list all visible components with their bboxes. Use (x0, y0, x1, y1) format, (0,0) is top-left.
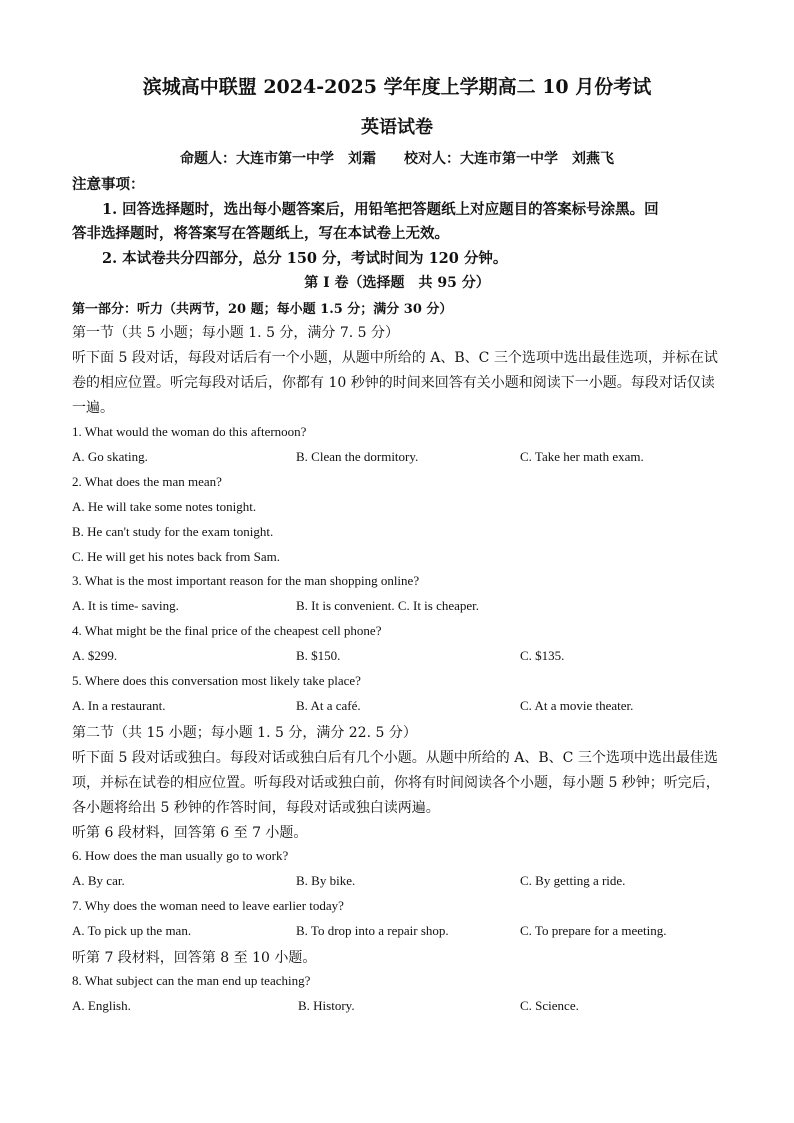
question-6-option-b: B. By bike. (296, 873, 356, 888)
subject-title: 英语试卷 (361, 117, 433, 138)
question-4-option-c: C. $135. (520, 648, 565, 663)
section1-instructions-line2: 卷的相应位置。听完每段对话后，你都有 10 秒钟的时间来回答有关小题和阅读下一小题。每段对话仅读 (72, 375, 715, 391)
section1-heading: 第一节（共 5 小题；每小题 1. 5 分，满分 7. 5 分） (72, 325, 400, 341)
question-2-option-a: A. He will take some notes tonight. (72, 499, 257, 514)
question-2-option-c: C. He will get his notes back from Sam. (72, 549, 280, 564)
question-8-option-c: C. Science. (520, 998, 579, 1013)
section2-heading: 第二节（共 15 小题；每小题 1. 5 分，满分 22. 5 分） (72, 725, 417, 741)
exam-title: 滨城高中联盟 2024-2025 学年度上学期高二 10 月份考试 (142, 76, 652, 98)
question-5-stem: 5. Where does this conversation most likely take place? (72, 673, 361, 688)
note-item-1-line2: 答非选择题时，将答案写在答题纸上，写在本试卷上无效。 (72, 225, 449, 242)
section2-instructions-line1: 听下面 5 段对话或独白。每段对话或独白后有几个小题。从题中所给的 A、B、C 三个选项中选出最佳选 (72, 750, 718, 766)
question-5-option-a: A. In a restaurant. (72, 698, 166, 713)
question-1-option-c: C. Take her math exam. (520, 449, 644, 464)
volume-heading: 第 I 卷（选择题 共 95 分） (304, 275, 490, 291)
question-8-option-a: A. English. (72, 998, 131, 1013)
question-7-option-c: C. To prepare for a meeting. (520, 923, 667, 938)
section1-instructions-line3: 一遍。 (72, 400, 114, 416)
question-2-option-b: B. He can't study for the exam tonight. (72, 524, 274, 539)
question-3-option-a: A. It is time- saving. (72, 598, 179, 613)
question-7-option-b: B. To drop into a repair shop. (296, 923, 449, 938)
section2-instructions-line3: 各小题将给出 5 秒钟的作答时间，每段对话或独白读两遍。 (72, 800, 440, 816)
question-3-stem: 3. What is the most important reason for the man shopping online? (72, 573, 420, 588)
author-line: 命题人：大连市第一中学 刘霜 校对人：大连市第一中学 刘燕飞 (180, 151, 614, 167)
question-6-stem: 6. How does the man usually go to work? (72, 848, 289, 863)
question-5-option-c: C. At a movie theater. (520, 698, 634, 713)
question-7-stem: 7. Why does the woman need to leave earlier today? (72, 898, 344, 913)
material-6-instruction: 听第 6 段材料，回答第 6 至 7 小题。 (72, 825, 308, 841)
question-8-stem: 8. What subject can the man end up teaching? (72, 973, 311, 988)
question-4-option-a: A. $299. (72, 648, 118, 663)
section2-instructions-line2: 项，并标在试卷的相应位置。听每段对话或独白前，你将有时间阅读各个小题，每小题 5 秒钟；听完后， (72, 775, 720, 791)
question-6-option-c: C. By getting a ride. (520, 873, 626, 888)
question-7-option-a: A. To pick up the man. (72, 923, 192, 938)
note-item-2: 2. 本试卷共分四部分，总分 150 分，考试时间为 120 分钟。 (102, 250, 508, 267)
question-1-option-b: B. Clean the dormitory. (296, 449, 419, 464)
question-5-option-b: B. At a café. (296, 698, 361, 713)
question-4-stem: 4. What might be the final price of the cheapest cell phone? (72, 623, 382, 638)
question-3-options-b-c: B. It is convenient. C. It is cheaper. (296, 598, 480, 613)
question-1-stem: 1. What would the woman do this afternoon? (72, 424, 307, 439)
section1-instructions-line1: 听下面 5 段对话，每段对话后有一个小题，从题中所给的 A、B、C 三个选项中选出最佳选项，并标在试 (72, 350, 718, 366)
question-1-option-a: A. Go skating. (72, 449, 148, 464)
question-2-stem: 2. What does the man mean? (72, 474, 222, 489)
material-7-instruction: 听第 7 段材料，回答第 8 至 10 小题。 (72, 950, 317, 966)
notes-heading: 注意事项： (72, 176, 145, 193)
part1-heading: 第一部分：听力（共两节，20 题；每小题 1.5 分；满分 30 分） (72, 302, 453, 317)
question-8-option-b: B. History. (298, 998, 355, 1013)
note-item-1-line1: 1. 回答选择题时，选出每小题答案后，用铅笔把答题纸上对应题目的答案标号涂黑。回 (102, 201, 659, 218)
question-4-option-b: B. $150. (296, 648, 341, 663)
question-6-option-a: A. By car. (72, 873, 125, 888)
